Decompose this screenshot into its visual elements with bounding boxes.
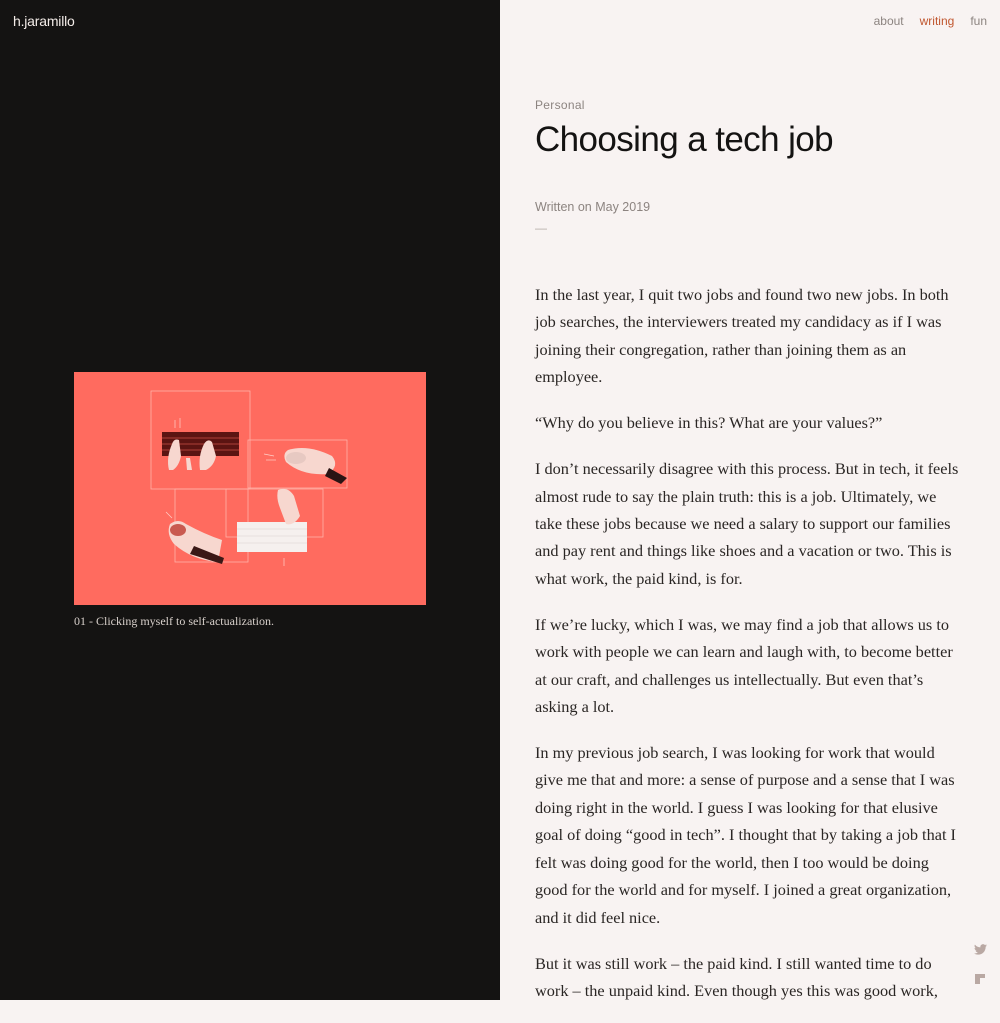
article-paragraph: “Why do you believe in this? What are your values?”: [535, 413, 883, 433]
left-panel: [0, 0, 500, 1000]
article-body: [535, 281, 965, 1023]
top-nav: [858, 14, 987, 28]
article-illustration: [74, 372, 426, 605]
article-category[interactable]: Personal: [535, 98, 585, 112]
nav-writing[interactable]: writing: [919, 14, 955, 28]
nav-fun[interactable]: fun: [970, 14, 987, 28]
twitter-icon[interactable]: [974, 944, 986, 955]
article-paragraph: But it was still work – the paid kind. I still wanted time to do work – the unpaid kind. Even though yes this was good work,: [535, 953, 938, 1000]
article-paragraph: In my previous job search, I was looking for work that would give me that and more: a sense of purpose and a sense that I was doing right in the world. I guess I was looking for that elusive goal of doing “good in tech”. I thought that by taking a job that I felt was doing good for the world, then I too would be doing good for the world and for myself. I joined a great organization, and it did feel nice.: [535, 743, 956, 927]
bookmark-icon[interactable]: [974, 973, 986, 985]
site-logo[interactable]: h.jaramillo: [13, 13, 75, 29]
article-paragraph: I don’t necessarily disagree with this process. But in tech, it feels almost rude to say the plain truth: this is a job. Ultimately, we take these jobs because we need a salary to support our families and pay rent and things like shoes and a vacation or two. This is what work, the paid kind, is for.: [535, 459, 959, 588]
article-paragraph: In the last year, I quit two jobs and found two new jobs. In both job searches, the interviewers treated my candidacy as if I was joining their congregation, rather than joining them as an employee.: [535, 285, 949, 387]
article-date: Written on May 2019: [535, 200, 651, 214]
figure-caption: 01 - Clicking myself to self-actualization.: [74, 614, 274, 628]
article-paragraph: If we’re lucky, which I was, we may find a job that allows us to work with people we can learn and laugh with, to become better at our craft, and challenges us intellectually. But even that’s asking a lot.: [535, 614, 953, 717]
article-panel: [500, 0, 1000, 1000]
article-title: Choosing a tech job: [535, 120, 833, 159]
nav-about[interactable]: about: [873, 14, 904, 28]
divider: —: [535, 221, 547, 235]
